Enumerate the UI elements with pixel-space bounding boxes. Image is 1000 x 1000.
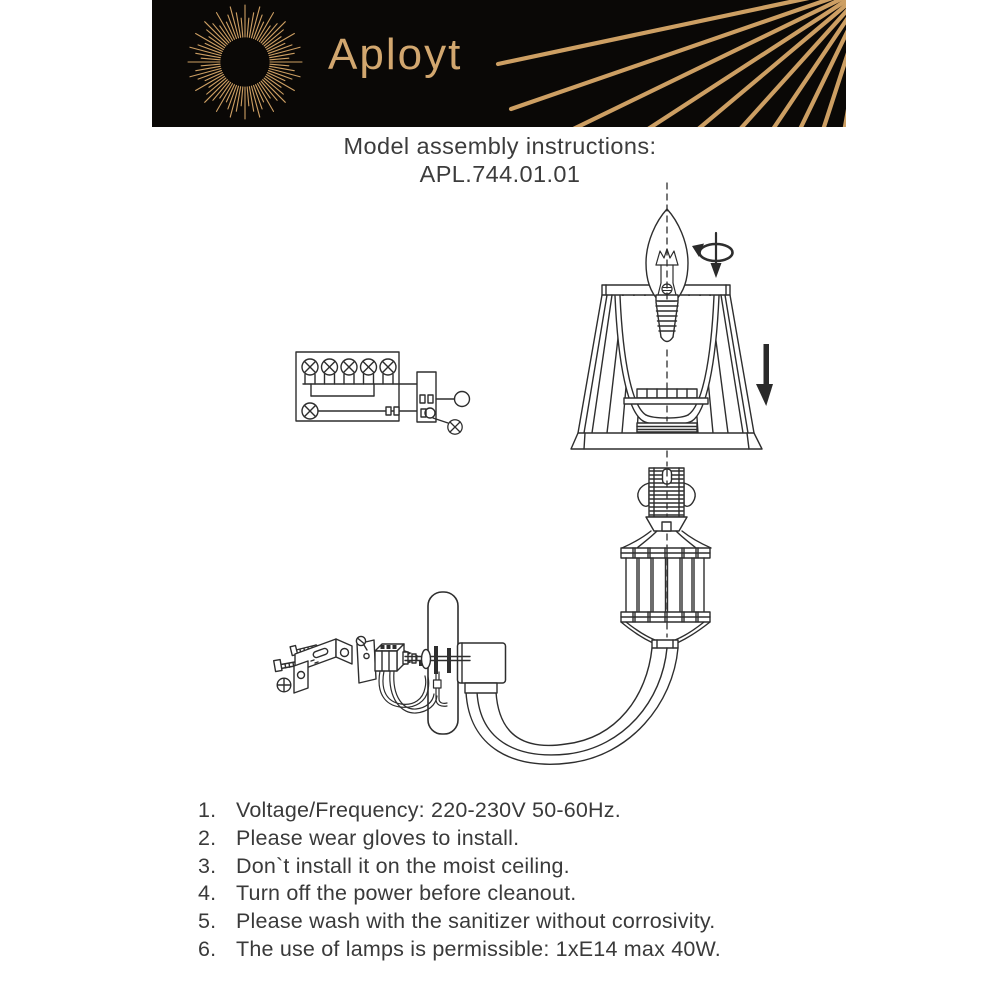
item-number: 3. (198, 853, 217, 878)
item-text: Turn off the power before cleanout. (236, 881, 577, 906)
list-item (198, 935, 721, 963)
model-number: APL.744.01.01 (419, 161, 581, 187)
list-item (198, 852, 721, 880)
list-item (198, 880, 721, 908)
wiring-schematic (296, 352, 470, 434)
item-number: 2. (198, 826, 217, 851)
list-item (198, 797, 721, 825)
item-text: Please wear gloves to install. (236, 826, 520, 851)
brand-wordmark: Aployt (328, 30, 463, 79)
item-number: 4. (198, 881, 217, 906)
crystal-diffuser (621, 548, 710, 648)
item-number: 1. (198, 798, 217, 823)
down-arrow-icon (756, 344, 773, 406)
instruction-list (198, 797, 721, 963)
rotation-arrow-icon (692, 233, 733, 278)
mounting-bracket (294, 639, 352, 693)
keyhole-plate (356, 636, 376, 683)
item-text: Please wash with the sanitizer without corrosivity. (236, 909, 716, 934)
item-text: Don`t install it on the moist ceiling. (236, 853, 570, 878)
title-line1: Model assembly instructions: (343, 133, 657, 159)
phillips-screw-icon (277, 678, 291, 692)
wall-plate (428, 592, 506, 734)
list-item (198, 825, 721, 853)
item-text: Voltage/Frequency: 220-230V 50-60Hz. (236, 798, 621, 823)
item-text: The use of lamps is permissible: 1xE14 max 40W. (236, 936, 721, 961)
list-item (198, 908, 721, 936)
item-number: 5. (198, 909, 217, 934)
item-number: 6. (198, 936, 217, 961)
